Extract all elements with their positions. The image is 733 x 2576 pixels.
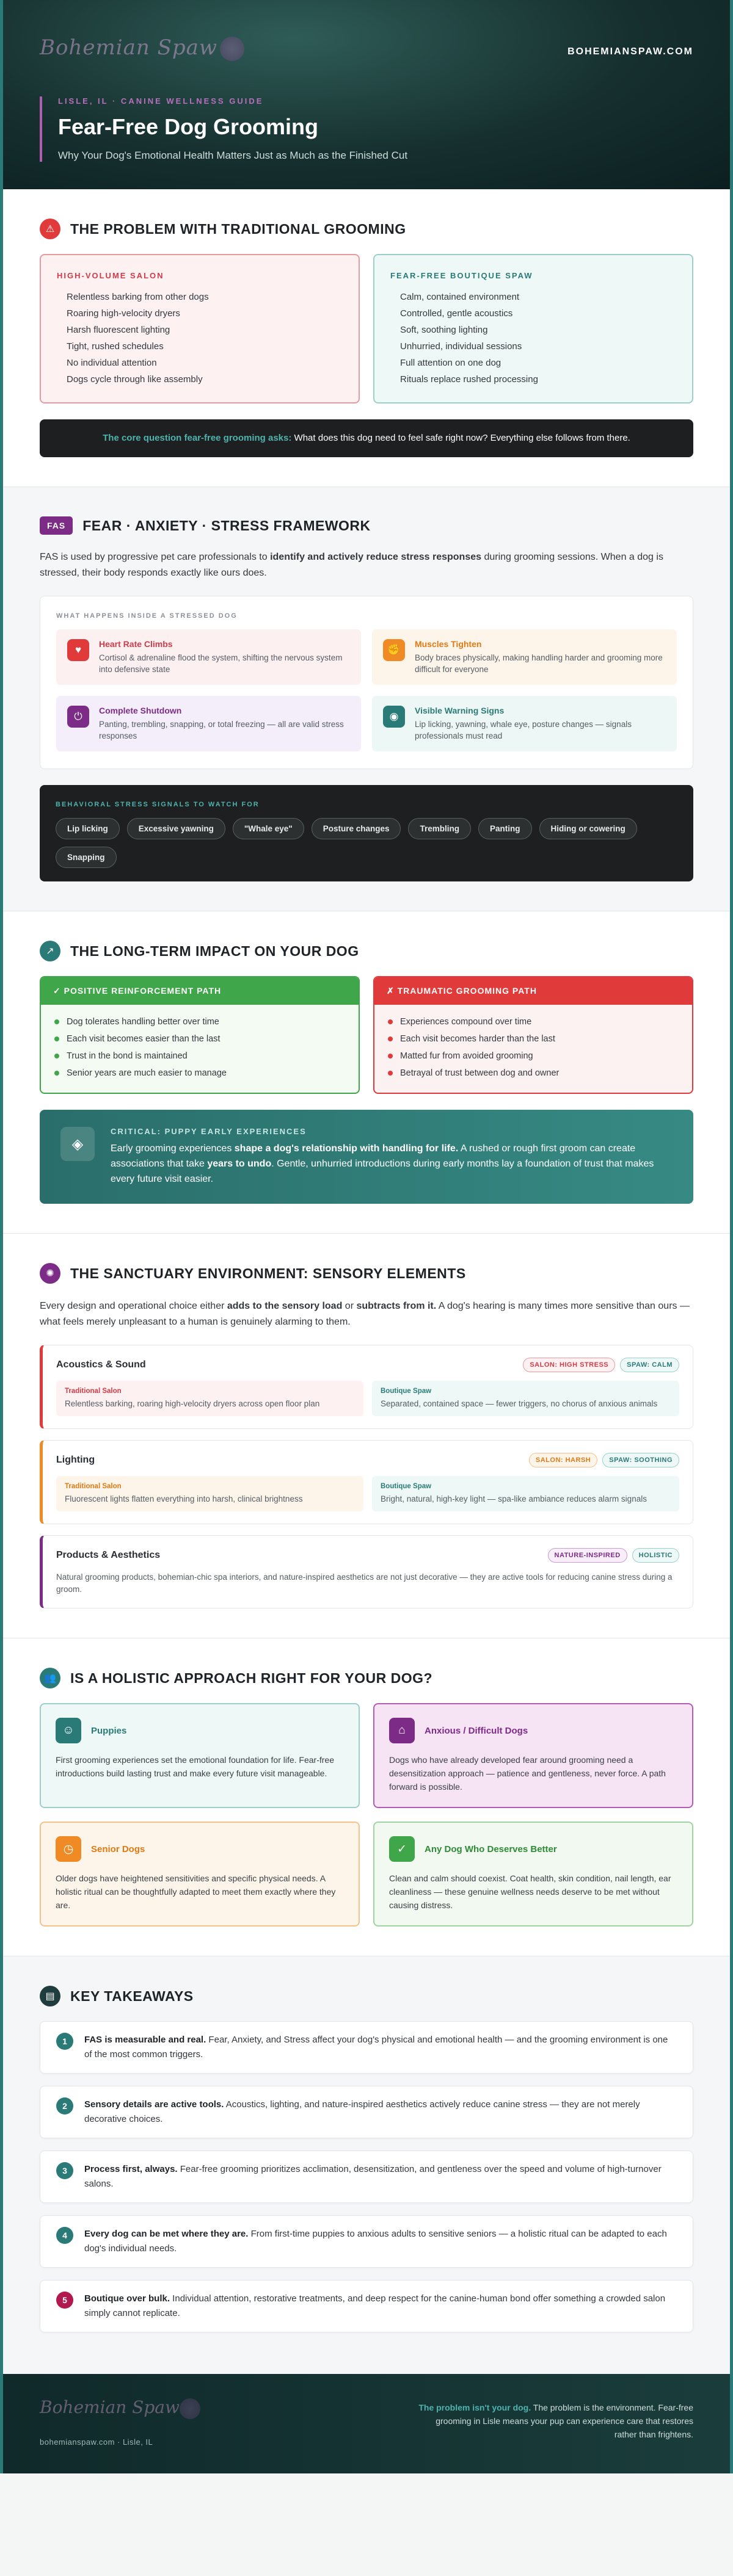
- takeaway-text: [84, 2097, 677, 2127]
- list-item: Full attention on one dog: [400, 358, 501, 368]
- fas-section: [3, 487, 730, 911]
- col-text: Fluorescent lights flatten everything into harsh, clinical brightness: [65, 1494, 303, 1503]
- stress-signals-panel: [40, 785, 693, 881]
- list-item: Unhurried, individual sessions: [400, 341, 522, 352]
- lighting-title: Lighting: [56, 1455, 95, 1465]
- sanctuary-lead: [40, 1298, 693, 1330]
- salon-stress-tag: SALON: HIGH STRESS: [523, 1358, 615, 1372]
- list-item: Rituals replace rushed processing: [400, 374, 538, 385]
- takeaway-bold: Sensory details are active tools.: [84, 2099, 224, 2110]
- problem-heading: [40, 219, 693, 239]
- list-item: Roaring high-velocity dryers: [67, 308, 180, 319]
- audience-seniors: [40, 1822, 360, 1927]
- people-icon: 👥: [40, 1668, 60, 1688]
- high-volume-salon-box: [40, 254, 360, 403]
- hero-header: [3, 0, 730, 189]
- core-question-text: What does this dog need to feel safe right now? Everything else follows from there.: [294, 433, 630, 443]
- acoustics-card: [40, 1345, 693, 1429]
- products-title: Products & Aesthetics: [56, 1550, 161, 1560]
- list-item: Senior years are much easier to manage: [54, 1065, 345, 1082]
- takeaway-body: Individual attention, restorative treatments, and deep respect for the canine-human bond offer something a crowded salon simply cannot replicate.: [84, 2293, 666, 2318]
- footer-msg-highlight: The problem isn't your dog.: [418, 2403, 531, 2412]
- products-card: [40, 1535, 693, 1608]
- col-label: Traditional Salon: [65, 1387, 122, 1395]
- list-item: Experiences compound over time: [388, 1013, 679, 1030]
- lighting-card: [40, 1440, 693, 1524]
- layers-icon: ◈: [60, 1127, 95, 1161]
- takeaway-text: [84, 2162, 677, 2191]
- effect-title: Complete Shutdown: [99, 706, 182, 715]
- audience-text: Dogs who have already developed fear around grooming need a desensitization approach — patience and gentleness, never force. A path forward is possible.: [389, 1755, 666, 1792]
- sanctuary-lead-e: A dog's hearing is many times more sensitive than ours — what feels merely unpleasant to a human is genuinely alarming to them.: [40, 1301, 690, 1327]
- effect-text: Body braces physically, making handling harder and grooming more difficult for everyone: [415, 653, 663, 674]
- takeaway-body: Fear, Anxiety, and Stress affect your dog's physical and emotional health — and the grooming environment is one of the most common triggers.: [84, 2035, 668, 2060]
- list-item: Each visit becomes harder than the last: [388, 1030, 679, 1047]
- effect-muscles: [372, 629, 677, 685]
- critical-text: [111, 1141, 673, 1187]
- takeaway-number: 5: [56, 2292, 73, 2309]
- stress-signal-chip: Excessive yawning: [127, 818, 225, 839]
- holistic-heading: [40, 1668, 693, 1688]
- takeaway-bold: Every dog can be met where they are.: [84, 2229, 249, 2239]
- critical-a: Early grooming experiences: [111, 1143, 235, 1154]
- takeaway-text: [84, 2033, 677, 2062]
- stressed-dog-title: WHAT HAPPENS INSIDE A STRESSED DOG: [56, 612, 238, 620]
- impact-heading: [40, 941, 693, 961]
- col-label: Boutique Spaw: [381, 1483, 432, 1490]
- takeaway-item: [40, 2215, 693, 2268]
- sanctuary-lead-c: or: [342, 1301, 357, 1311]
- trend-icon: ↗: [40, 941, 60, 961]
- acoustics-spaw: [372, 1381, 679, 1416]
- sanctuary-lead-a: Every design and operational choice either: [40, 1301, 227, 1311]
- list-item: Each visit becomes easier than the last: [54, 1030, 345, 1047]
- footer-message: [412, 2401, 693, 2441]
- audience-title: Senior Dogs: [91, 1843, 145, 1854]
- list-item: Matted fur from avoided grooming: [388, 1047, 679, 1065]
- stress-signal-chip: Posture changes: [312, 818, 401, 839]
- lighting-salon: [56, 1476, 363, 1511]
- core-question-banner: [40, 419, 693, 457]
- audience-grid: [40, 1703, 693, 1927]
- list-item: Dog tolerates handling better over time: [54, 1013, 345, 1030]
- list-item: Controlled, gentle acoustics: [400, 308, 513, 319]
- fas-lead: [40, 549, 693, 581]
- takeaway-item: [40, 2086, 693, 2138]
- salon-list: [57, 289, 343, 388]
- footer-msg-text: The problem is the environment. Fear-free grooming in Lisle means your pup can experience care that restores rather than frightens.: [436, 2403, 693, 2439]
- takeaway-number: 2: [56, 2097, 73, 2115]
- salon-heading: HIGH-VOLUME SALON: [57, 271, 164, 280]
- check-icon: ✓: [389, 1836, 415, 1862]
- stress-signal-chip: Trembling: [408, 818, 471, 839]
- takeaway-number: 1: [56, 2033, 73, 2050]
- page-title: Fear-Free Dog Grooming: [58, 114, 319, 139]
- acoustics-title: Acoustics & Sound: [56, 1359, 146, 1370]
- holistic-section: [3, 1638, 730, 1956]
- fas-lead-c: during grooming sessions. When a dog is stressed, their body responds exactly like ours does.: [40, 552, 663, 578]
- footer-logo-text: Bohemian Spaw: [40, 2397, 180, 2417]
- col-text: Separated, contained space — fewer triggers, no chorus of anxious animals: [381, 1399, 658, 1408]
- takeaway-bold: Boutique over bulk.: [84, 2293, 170, 2304]
- fas-badge: FAS: [40, 516, 73, 535]
- takeaway-body: From first-time puppies to anxious adults to sensitive seniors — a holistic ritual can be adapted to each dog's individual needs.: [84, 2229, 667, 2254]
- list-item: Calm, contained environment: [400, 292, 520, 302]
- shutdown-icon: ⏻: [67, 706, 89, 728]
- positive-path-list: [41, 1005, 359, 1093]
- takeaways-section: [3, 1956, 730, 2374]
- takeaway-number: 3: [56, 2162, 73, 2179]
- products-text: Natural grooming products, bohemian-chic spa interiors, and nature-inspired aesthetics are not just decorative — they are active tools for reducing canine stress during a groom.: [56, 1572, 673, 1594]
- acoustics-salon: [56, 1381, 363, 1416]
- effect-warning-signs: [372, 696, 677, 751]
- takeaway-number: 4: [56, 2227, 73, 2244]
- page-footer: [3, 2374, 730, 2473]
- effect-title: Muscles Tighten: [415, 639, 482, 649]
- col-text: Bright, natural, high-key light — spa-like ambiance reduces alarm signals: [381, 1494, 647, 1503]
- audience-text: Clean and calm should coexist. Coat health, skin condition, nail length, ear cleanliness — these genuine wellness needs deserve to be met without causing distress.: [389, 1873, 671, 1910]
- list-item: No individual attention: [67, 358, 157, 368]
- stress-signal-chip: Panting: [478, 818, 532, 839]
- impact-section: [3, 911, 730, 1234]
- holistic-title: IS A HOLISTIC APPROACH RIGHT FOR YOUR DOG?: [70, 1670, 433, 1686]
- logo-text: Bohemian Spaw: [40, 35, 217, 60]
- page-subtitle: Why Your Dog's Emotional Health Matters Just as Much as the Finished Cut: [58, 150, 408, 161]
- spaw-calm-tag: SPAW: CALM: [620, 1358, 679, 1372]
- audience-title: Any Dog Who Deserves Better: [425, 1843, 557, 1854]
- audience-any-dog: [373, 1822, 693, 1927]
- list-item: Betrayal of trust between dog and owner: [388, 1065, 679, 1082]
- list-item: Trust in the bond is maintained: [54, 1047, 345, 1065]
- effect-shutdown: [56, 696, 361, 751]
- holistic-tag: HOLISTIC: [632, 1548, 679, 1563]
- footer-logo[interactable]: [40, 2397, 200, 2419]
- audience-anxious: [373, 1703, 693, 1808]
- list-item: Harsh fluorescent lighting: [67, 325, 170, 335]
- heart-rate-icon: ♥: [67, 639, 89, 661]
- takeaway-text: [84, 2227, 677, 2256]
- fear-free-spaw-box: [373, 254, 693, 403]
- sanctuary-heading: [40, 1263, 693, 1284]
- fas-lead-bold: identify and actively reduce stress responses: [270, 552, 482, 562]
- stress-signal-chip: Snapping: [56, 847, 117, 868]
- stress-signal-chip: "Whale eye": [233, 818, 304, 839]
- salon-harsh-tag: SALON: HARSH: [529, 1453, 597, 1467]
- stress-signal-chip: Lip licking: [56, 818, 120, 839]
- paw-logo-icon: [180, 2398, 200, 2419]
- spaw-soothing-tag: SPAW: SOOTHING: [602, 1453, 679, 1467]
- takeaways-heading: [40, 1986, 693, 2006]
- stress-effects-grid: [56, 629, 677, 751]
- document-icon: ▤: [40, 1986, 60, 2006]
- takeaways-title: KEY TAKEAWAYS: [70, 1988, 194, 2004]
- audience-title: Anxious / Difficult Dogs: [425, 1725, 528, 1736]
- list-item: Dogs cycle through like assembly: [67, 374, 203, 385]
- spaw-heading: FEAR-FREE BOUTIQUE SPAW: [390, 271, 533, 280]
- effect-text: Lip licking, yawning, whale eye, posture changes — signals professionals must read: [415, 720, 632, 740]
- grooming-paths: [40, 976, 693, 1094]
- clock-icon: ◷: [56, 1836, 81, 1862]
- footer-location[interactable]: bohemianspaw.com · Lisle, IL: [40, 2437, 153, 2447]
- problem-title: THE PROBLEM WITH TRADITIONAL GROOMING: [70, 220, 406, 237]
- takeaway-text: [84, 2292, 677, 2321]
- col-label: Traditional Salon: [65, 1483, 122, 1490]
- effect-title: Visible Warning Signs: [415, 706, 505, 715]
- sparkle-icon: ✺: [40, 1263, 60, 1284]
- puppy-icon: ☺: [56, 1718, 81, 1743]
- signals-title: BEHAVIORAL STRESS SIGNALS TO WATCH FOR: [56, 801, 260, 808]
- fas-lead-a: FAS is used by progressive pet care professionals to: [40, 552, 271, 562]
- eye-icon: ◉: [383, 706, 405, 728]
- stress-signal-chip: Hiding or cowering: [539, 818, 637, 839]
- nature-inspired-tag: NATURE-INSPIRED: [548, 1548, 627, 1563]
- site-url-link[interactable]: BOHEMIANSPAW.COM: [567, 46, 693, 57]
- effect-title: Heart Rate Climbs: [99, 639, 173, 649]
- takeaways-list: [40, 2021, 693, 2332]
- impact-title: THE LONG-TERM IMPACT ON YOUR DOG: [70, 942, 359, 959]
- takeaway-item: [40, 2021, 693, 2074]
- takeaway-bold: Process first, always.: [84, 2164, 178, 2174]
- home-icon: ⌂: [389, 1718, 415, 1743]
- muscle-icon: ✊: [383, 639, 405, 661]
- audience-puppies: [40, 1703, 360, 1808]
- warning-icon: ⚠: [40, 219, 60, 239]
- audience-text: Older dogs have heightened sensitivities and specific physical needs. A holistic ritual can be thoughtfully adapted to meet them exactly where they are.: [56, 1873, 336, 1910]
- traumatic-path-card: [373, 976, 693, 1094]
- takeaway-bold: FAS is measurable and real.: [84, 2035, 206, 2045]
- site-logo[interactable]: [40, 35, 244, 61]
- effect-text: Cortisol & adrenaline flood the system, shifting the nervous system into defensive state: [99, 653, 343, 674]
- list-item: Tight, rushed schedules: [67, 341, 164, 352]
- positive-path-card: [40, 976, 360, 1094]
- list-item: Soft, soothing lighting: [400, 325, 488, 335]
- core-question-label: The core question fear-free grooming asks:: [103, 433, 292, 443]
- col-text: Relentless barking, roaring high-velocity dryers across open floor plan: [65, 1399, 320, 1408]
- paw-logo-icon: [220, 37, 244, 61]
- effect-heart-rate: [56, 629, 361, 685]
- spaw-list: [390, 289, 676, 388]
- traumatic-path-heading: ✗ TRAUMATIC GROOMING PATH: [374, 977, 692, 1005]
- signal-chips: [56, 818, 677, 868]
- takeaway-item: [40, 2151, 693, 2203]
- stressed-dog-card: [40, 596, 693, 769]
- hero-eyebrow: LISLE, IL · CANINE WELLNESS GUIDE: [58, 96, 264, 106]
- critical-b: shape a dog's relationship with handling for life.: [234, 1143, 459, 1154]
- puppy-critical-callout: [40, 1110, 693, 1204]
- fas-title: FEAR · ANXIETY · STRESS FRAMEWORK: [82, 517, 371, 534]
- audience-title: Puppies: [91, 1725, 127, 1736]
- lighting-spaw: [372, 1476, 679, 1511]
- fas-heading: [40, 516, 693, 535]
- traumatic-path-list: [374, 1005, 692, 1093]
- problem-section: [3, 189, 730, 487]
- positive-path-heading: ✓ POSITIVE REINFORCEMENT PATH: [41, 977, 359, 1005]
- takeaway-body: Acoustics, lighting, and nature-inspired aesthetics actively reduce canine stress — they are not merely decorative choices.: [84, 2099, 640, 2124]
- salon-comparison: [40, 254, 693, 403]
- takeaway-body: Fear-free grooming prioritizes acclimation, desensitization, and gentleness over the speed and volume of high-turnover salons.: [84, 2164, 662, 2189]
- col-label: Boutique Spaw: [381, 1387, 432, 1395]
- sanctuary-section: [3, 1234, 730, 1638]
- sanctuary-lead-b: adds to the sensory load: [227, 1301, 343, 1311]
- hero-intro: [40, 96, 407, 162]
- critical-c: A rushed or rough first groom can create associations that take: [111, 1143, 636, 1169]
- critical-label: CRITICAL: PUPPY EARLY EXPERIENCES: [111, 1127, 307, 1136]
- sanctuary-title: THE SANCTUARY ENVIRONMENT: SENSORY ELEMENTS: [70, 1265, 466, 1281]
- effect-text: Panting, trembling, snapping, or total freezing — all are valid stress responses: [99, 720, 344, 740]
- critical-d: years to undo: [207, 1159, 272, 1169]
- sanctuary-lead-d: subtracts from it.: [356, 1301, 437, 1311]
- list-item: Relentless barking from other dogs: [67, 292, 209, 302]
- takeaway-item: [40, 2280, 693, 2332]
- critical-e: . Gentle, unhurried introductions during early months lay a foundation of trust that makes every future visit easier.: [111, 1159, 654, 1184]
- audience-text: First grooming experiences set the emotional foundation for life. Fear-free introductions build lasting trust and make every future visit manageable.: [56, 1755, 335, 1778]
